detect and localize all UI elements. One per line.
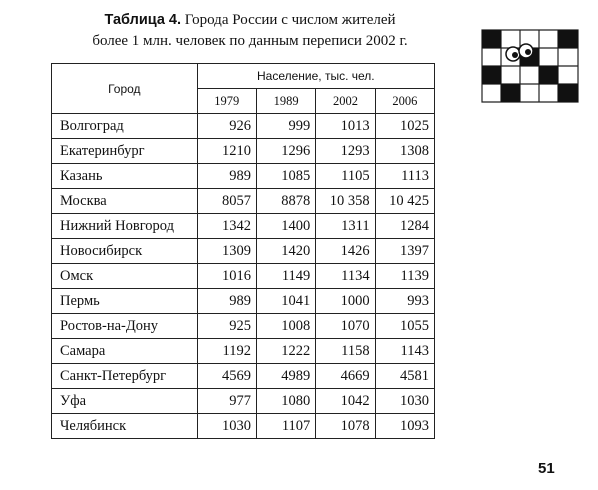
- population-value: 1400: [256, 214, 315, 239]
- population-value: 1134: [316, 264, 375, 289]
- population-value: 1013: [316, 114, 375, 139]
- caption-label: Таблица 4.: [104, 12, 182, 28]
- population-value: 989: [197, 289, 256, 314]
- header-year-1: 1989: [256, 89, 315, 114]
- population-value: 4989: [256, 364, 315, 389]
- population-value: 1041: [256, 289, 315, 314]
- population-value: 1139: [375, 264, 434, 289]
- city-name: Москва: [52, 189, 198, 214]
- population-value: 1093: [375, 414, 434, 439]
- header-population: Население, тыс. чел.: [197, 64, 434, 89]
- population-value: 10 358: [316, 189, 375, 214]
- population-value: 1025: [375, 114, 434, 139]
- population-value: 1105: [316, 164, 375, 189]
- table-row: [52, 114, 435, 139]
- population-value: 1078: [316, 414, 375, 439]
- city-name: Самара: [52, 339, 198, 364]
- population-value: 926: [197, 114, 256, 139]
- population-value: 1309: [197, 239, 256, 264]
- city-name: Нижний Новгород: [52, 214, 198, 239]
- population-value: 1055: [375, 314, 434, 339]
- city-name: Омск: [52, 264, 198, 289]
- page-number: 51: [538, 460, 555, 477]
- population-value: 1080: [256, 389, 315, 414]
- table-row: [52, 189, 435, 214]
- header-year-3: 2006: [375, 89, 434, 114]
- population-value: 1085: [256, 164, 315, 189]
- population-value: 1210: [197, 139, 256, 164]
- population-value: 993: [375, 289, 434, 314]
- header-city: Город: [52, 64, 198, 114]
- population-value: 1397: [375, 239, 434, 264]
- population-value: 4581: [375, 364, 434, 389]
- city-name: Санкт-Петербург: [52, 364, 198, 389]
- table-row: [52, 139, 435, 164]
- table-caption: [60, 10, 440, 52]
- population-value: 989: [197, 164, 256, 189]
- population-value: 1113: [375, 164, 434, 189]
- table-row: [52, 264, 435, 289]
- caption-title-line1: Города России с числом жителей: [181, 12, 396, 28]
- population-value: 1426: [316, 239, 375, 264]
- population-value: 1284: [375, 214, 434, 239]
- population-value: 8878: [256, 189, 315, 214]
- population-value: 10 425: [375, 189, 434, 214]
- crossword-eyes-icon: [480, 28, 580, 104]
- table-row: [52, 164, 435, 189]
- population-value: 1296: [256, 139, 315, 164]
- population-value: 1008: [256, 314, 315, 339]
- header-year-0: 1979: [197, 89, 256, 114]
- table-row: [52, 289, 435, 314]
- city-name: Пермь: [52, 289, 198, 314]
- population-value: 8057: [197, 189, 256, 214]
- table-row: [52, 214, 435, 239]
- population-value: 1192: [197, 339, 256, 364]
- city-name: Екатеринбург: [52, 139, 198, 164]
- city-name: Челябинск: [52, 414, 198, 439]
- population-value: 1222: [256, 339, 315, 364]
- population-value: 925: [197, 314, 256, 339]
- population-value: 1107: [256, 414, 315, 439]
- population-value: 1030: [197, 414, 256, 439]
- table-row: [52, 389, 435, 414]
- city-name: Новосибирск: [52, 239, 198, 264]
- population-table: [51, 63, 435, 439]
- population-value: 1016: [197, 264, 256, 289]
- population-value: 1342: [197, 214, 256, 239]
- city-name: Ростов-на-Дону: [52, 314, 198, 339]
- population-value: 1149: [256, 264, 315, 289]
- population-value: 1030: [375, 389, 434, 414]
- population-value: 1311: [316, 214, 375, 239]
- table-row: [52, 239, 435, 264]
- caption-title-line2: более 1 млн. человек по данным переписи 2002 г.: [92, 33, 408, 49]
- table-row: [52, 414, 435, 439]
- population-value: 1143: [375, 339, 434, 364]
- population-value: 977: [197, 389, 256, 414]
- table-row: [52, 314, 435, 339]
- population-value: 1308: [375, 139, 434, 164]
- population-value: 1293: [316, 139, 375, 164]
- population-value: 4569: [197, 364, 256, 389]
- population-value: 1158: [316, 339, 375, 364]
- table-row: [52, 339, 435, 364]
- city-name: Казань: [52, 164, 198, 189]
- city-name: Волгоград: [52, 114, 198, 139]
- city-name: Уфа: [52, 389, 198, 414]
- table-row: [52, 364, 435, 389]
- population-value: 999: [256, 114, 315, 139]
- population-value: 1000: [316, 289, 375, 314]
- population-value: 4669: [316, 364, 375, 389]
- population-value: 1070: [316, 314, 375, 339]
- population-value: 1420: [256, 239, 315, 264]
- population-value: 1042: [316, 389, 375, 414]
- header-year-2: 2002: [316, 89, 375, 114]
